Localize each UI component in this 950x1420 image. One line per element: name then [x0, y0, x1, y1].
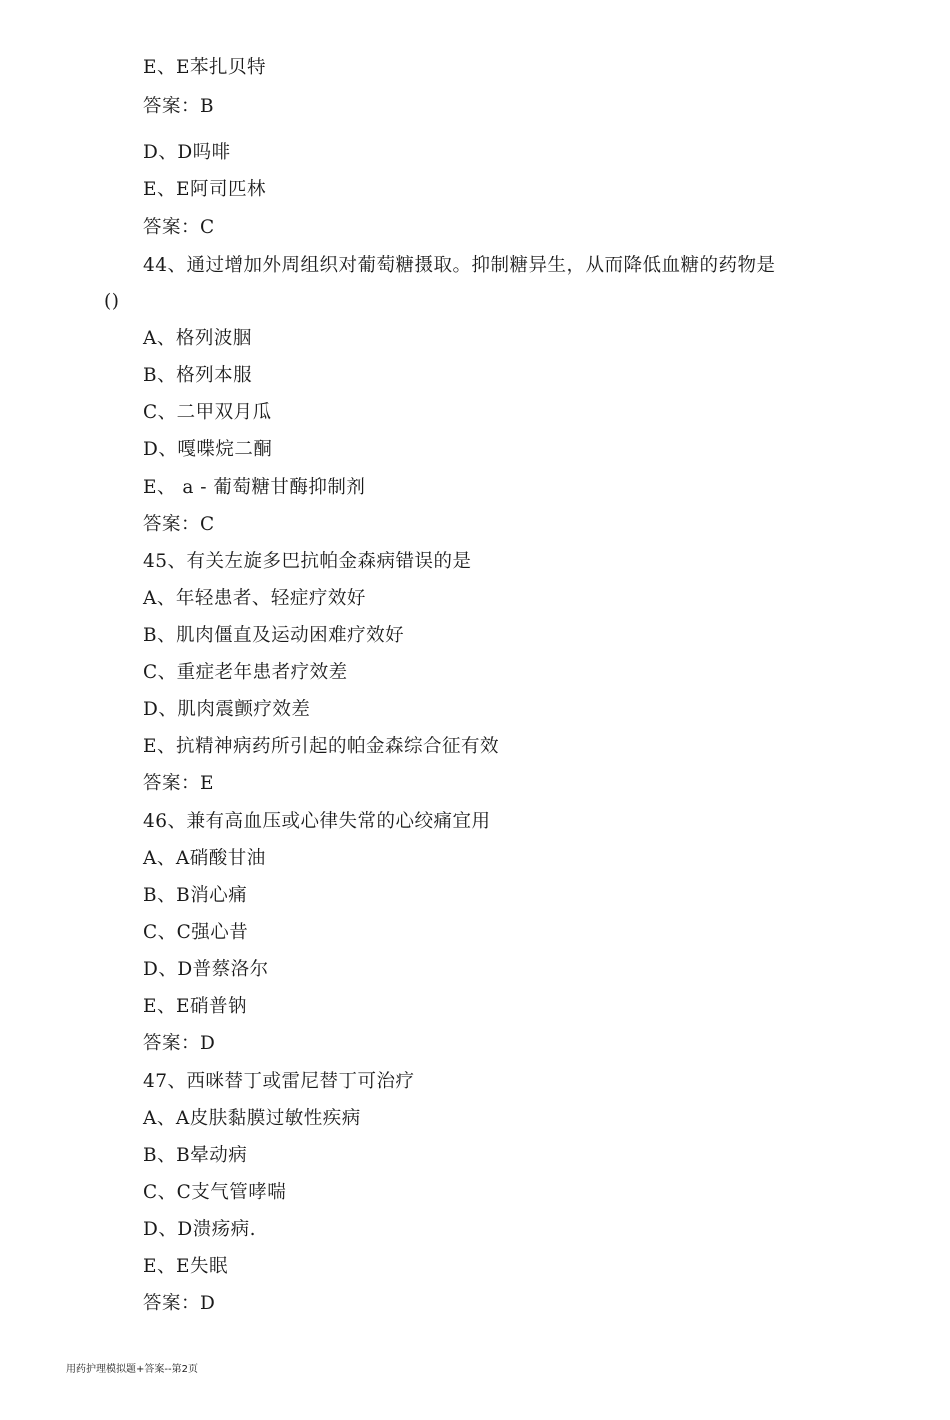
- q45-option-b: B、肌肉僵直及运动困难疗效好: [143, 625, 405, 646]
- q44-option-e: E、 a - 葡萄糖甘酶抑制剂: [143, 477, 366, 498]
- q45-option-a: A、年轻患者、轻症疗效好: [143, 588, 366, 609]
- q44-answer: 答案：C: [143, 514, 215, 535]
- q45-option-d: D、肌肉震颤疗效差: [143, 699, 311, 720]
- option-e: E、E阿司匹林: [143, 179, 267, 200]
- q47-answer: 答案：D: [143, 1293, 216, 1314]
- q44-option-a: A、格列波胭: [143, 328, 252, 349]
- question-44: 44、通过增加外周组织对葡萄糖摄取。抑制糖异生，从而降低血糖的药物是: [143, 255, 776, 276]
- q47-option-e: E、E失眠: [143, 1256, 229, 1277]
- question-45: 45、有关左旋多巴抗帕金森病错误的是: [143, 551, 472, 572]
- question-47: 47、西咪替丁或雷尼替丁可治疗: [143, 1071, 415, 1092]
- q46-option-c: C、C强心昔: [143, 922, 249, 943]
- option-d: D、D吗啡: [143, 142, 231, 163]
- q46-option-d: D、D普蔡洛尔: [143, 959, 269, 980]
- q45-option-e: E、抗精神病药所引起的帕金森综合征有效: [143, 736, 500, 757]
- q45-answer: 答案：E: [143, 773, 215, 794]
- answer: 答案：C: [143, 217, 215, 238]
- question-46: 46、兼有高血压或心律失常的心绞痛宜用: [143, 811, 491, 832]
- question-44-continuation: (): [104, 291, 120, 312]
- q46-option-b: B、B消心痛: [143, 885, 248, 906]
- option-e-q43: E、E苯扎贝特: [143, 57, 267, 78]
- q44-option-b: B、格列本服: [143, 365, 253, 386]
- page-footer: 用药护理模拟题+答案--第2页: [66, 1364, 198, 1375]
- answer-q43: 答案：B: [143, 96, 215, 117]
- q46-option-a: A、A硝酸甘油: [143, 848, 266, 869]
- q44-option-c: C、二甲双月瓜: [143, 402, 272, 423]
- q44-option-d: D、嘎喋烷二酮: [143, 439, 273, 460]
- q47-option-c: C、C支气管哮喘: [143, 1182, 287, 1203]
- q47-option-b: B、B晕动病: [143, 1145, 248, 1166]
- q47-option-d: D、D溃疡病.: [143, 1219, 257, 1240]
- q47-option-a: A、A皮肤黏膜过敏性疾病: [143, 1108, 361, 1129]
- q45-option-c: C、重症老年患者疗效差: [143, 662, 348, 683]
- q46-answer: 答案：D: [143, 1033, 216, 1054]
- q46-option-e: E、E硝普钠: [143, 996, 248, 1017]
